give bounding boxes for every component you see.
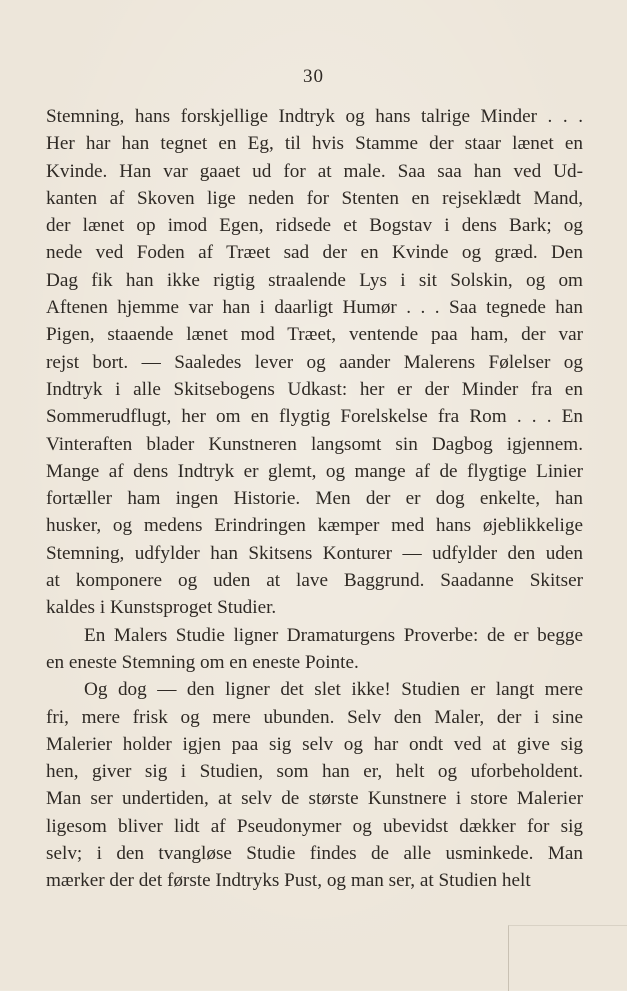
text-line: Dag fik han ikke rigtig straalende Lys i sit Solskin, og om: [46, 269, 583, 291]
text-line: selv; i den tvangløse Studie findes de alle usminkede. Man: [46, 843, 583, 865]
paragraph: [46, 676, 583, 894]
text-line: at komponere og uden at lave Baggrund. Saadanne Skitser: [46, 570, 583, 592]
text-line: Aftenen hjemme var han i daarligt Humør . . . Saa tegnede han: [46, 297, 583, 319]
text-line: Pigen, staaende lænet mod Træet, ventende paa ham, der var: [46, 324, 583, 346]
text-line: Sommerudflugt, her om en flygtig Forelskelse fra Rom . . . En: [46, 406, 583, 428]
text-line: mærker der det første Indtryks Pust, og man ser, at Studien helt: [46, 870, 531, 892]
text-line: Stemning, hans forskjellige Indtryk og hans talrige Minder . . .: [46, 106, 583, 127]
text-line: Stemning, udfylder han Skitsens Konturer — udfylder den uden: [46, 542, 583, 564]
text-line: Her har han tegnet en Eg, til hvis Stamme der staar lænet en: [46, 133, 583, 155]
text-line: fri, mere frisk og mere ubunden. Selv den Maler, der i sine: [46, 706, 583, 728]
text-line: Mange af dens Indtryk er glemt, og mange af de flygtige Linier: [46, 460, 583, 482]
text-line: fortæller ham ingen Historie. Men der er dog enkelte, han: [46, 488, 583, 510]
text-line: ligesom bliver lidt af Pseudonymer og ubevidst dækker for sig: [46, 815, 583, 837]
paragraph: [46, 103, 583, 622]
text-line: nede ved Foden af Træet sad der en Kvinde og græd. Den: [46, 242, 583, 264]
text-line: Og dog — den ligner det slet ikke! Studien er langt mere: [84, 679, 583, 701]
text-line: husker, og medens Erindringen kæmper med hans øjeblikkelige: [46, 515, 583, 537]
text-line: Malerier holder igjen paa sig selv og har ondt ved at give sig: [46, 733, 583, 755]
page-edge-mark: [508, 925, 627, 991]
text-line: hen, giver sig i Studien, som han er, helt og uforbeholdent.: [46, 761, 583, 783]
text-line: rejst bort. — Saaledes lever og aander Malerens Følelser og: [46, 351, 583, 373]
text-line: En Malers Studie ligner Dramaturgens Proverbe: de er begge: [84, 624, 583, 646]
text-line: Man ser undertiden, at selv de største Kunstnere i store Malerier: [46, 788, 583, 810]
text-line: kanten af Skoven lige neden for Stenten en rejseklædt Mand,: [46, 187, 583, 209]
text-line: Indtryk i alle Skitsebogens Udkast: her er der Minder fra en: [46, 378, 583, 400]
text-line: kaldes i Kunstsproget Studier.: [46, 597, 277, 619]
text-line: Kvinde. Han var gaaet ud for at male. Saa saa han ved Ud-: [46, 160, 583, 182]
text-line: en eneste Stemning om en eneste Pointe.: [46, 651, 359, 673]
page-number: 30: [303, 66, 324, 87]
body-text: [46, 103, 583, 895]
text-line: Vinteraften blader Kunstneren langsomt sin Dagbog igjennem.: [46, 433, 583, 455]
paragraph: [46, 622, 583, 677]
text-line: der lænet op imod Egen, ridsede et Bogstav i dens Bark; og: [46, 215, 583, 237]
